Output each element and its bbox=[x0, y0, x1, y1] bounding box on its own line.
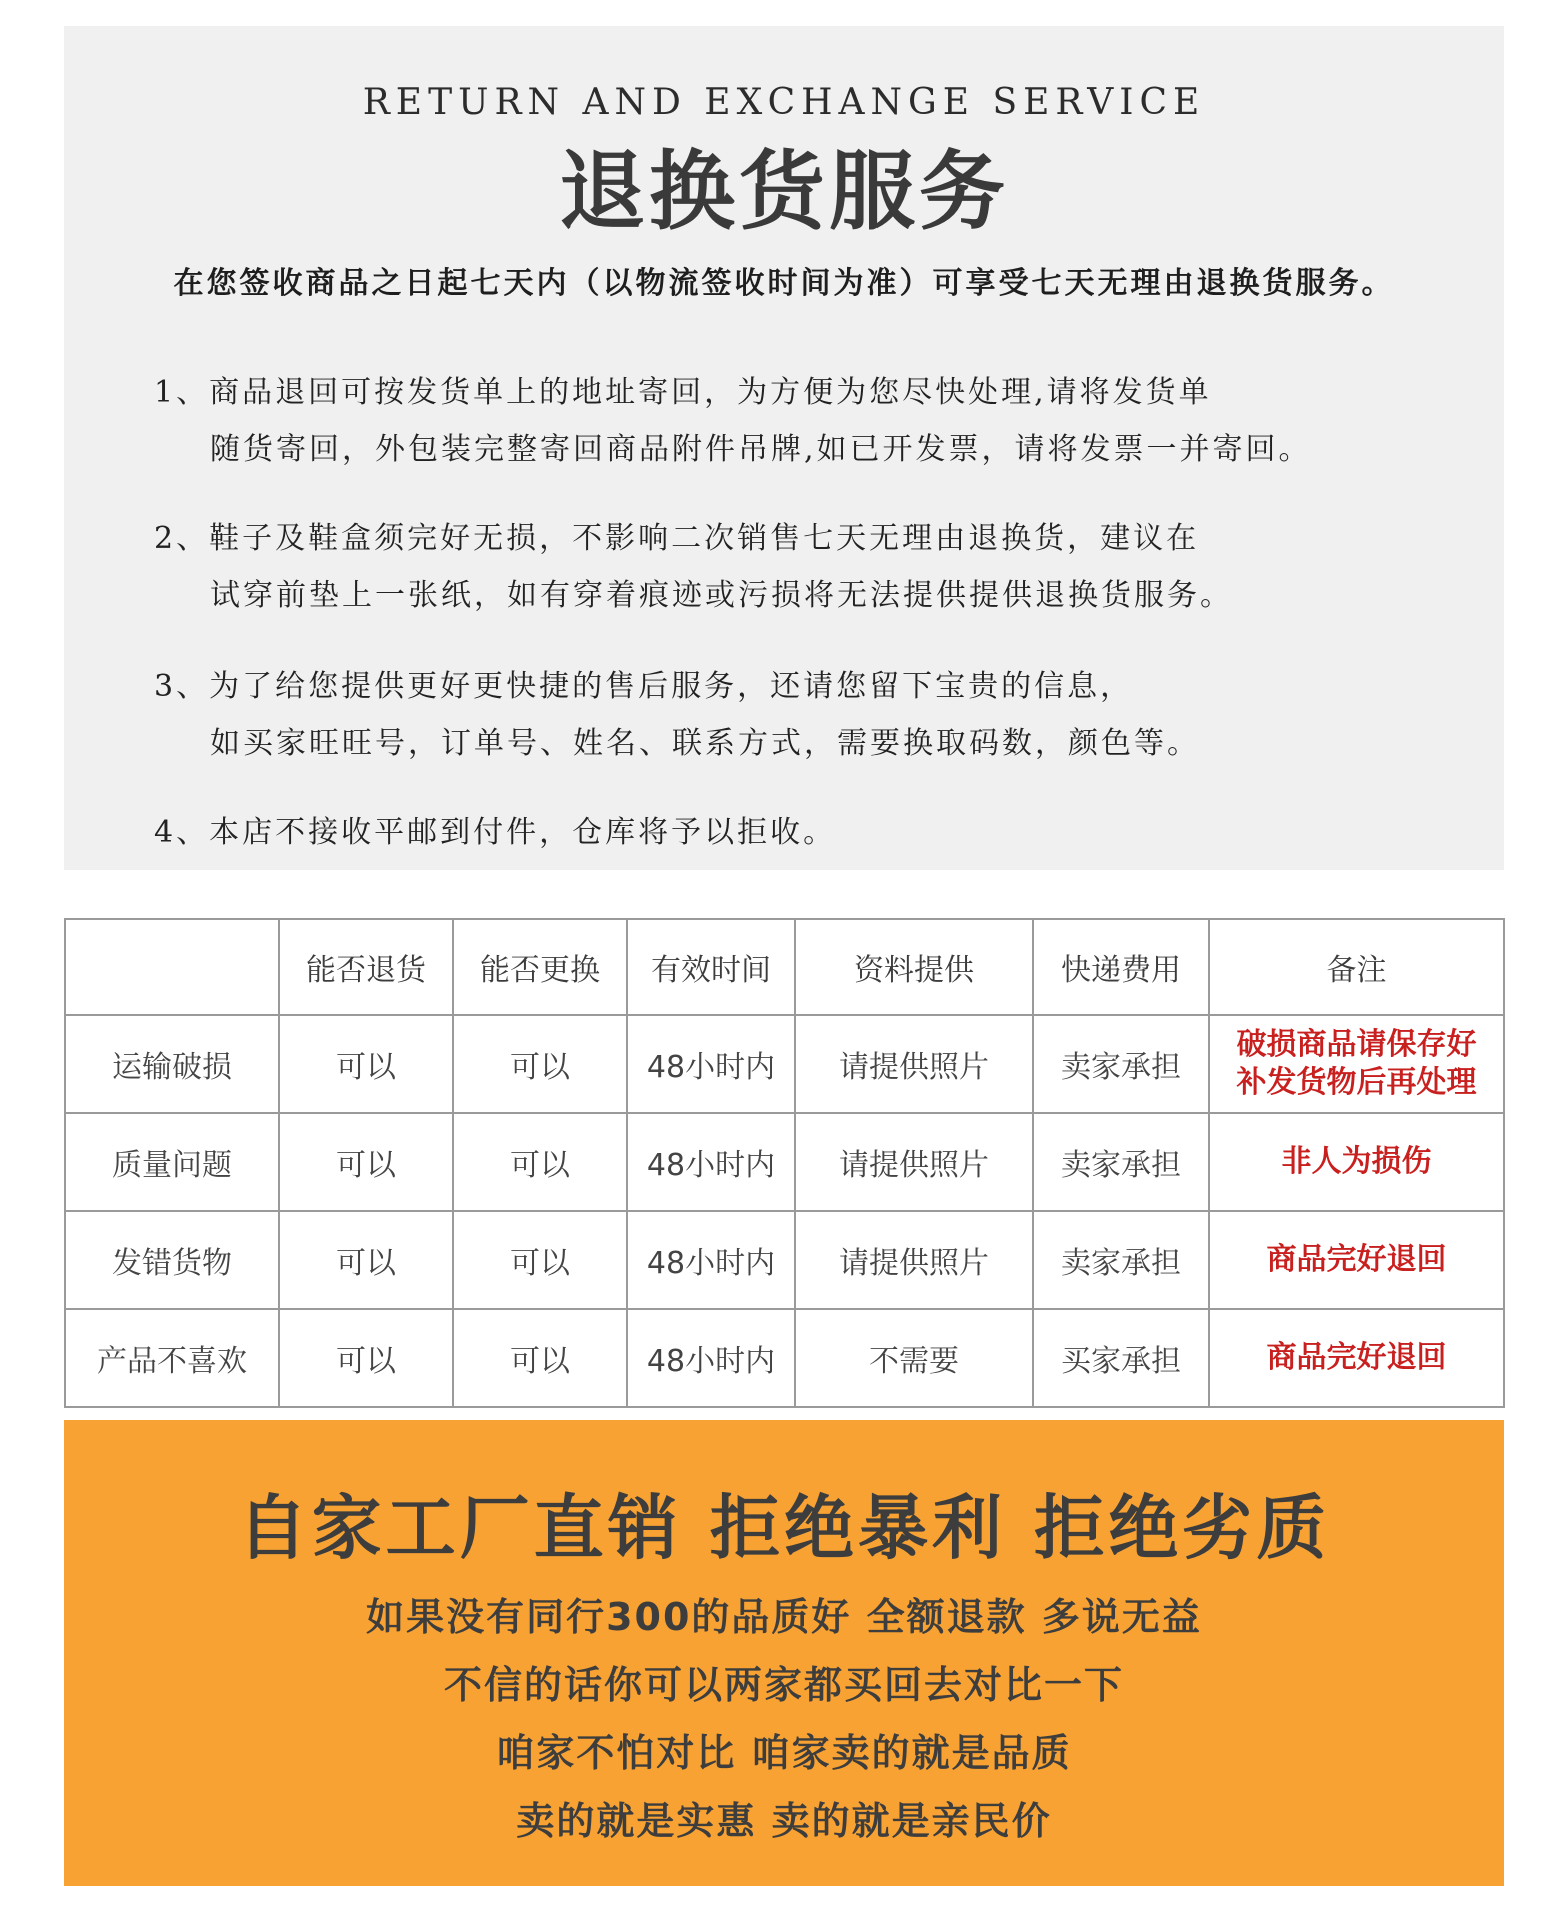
case-cell: 质量问题 bbox=[65, 1113, 279, 1211]
rule-item-4 bbox=[154, 804, 836, 861]
header-cell-note: 备注 bbox=[1209, 919, 1504, 1015]
rule-line: 2、鞋子及鞋盒须完好无损，不影响二次销售七天无理由退换货，建议在 bbox=[154, 521, 1200, 556]
shipping-cell: 卖家承担 bbox=[1033, 1113, 1209, 1211]
shipping-cell: 卖家承担 bbox=[1033, 1015, 1209, 1113]
shipping-cell: 卖家承担 bbox=[1033, 1211, 1209, 1309]
exchange-cell: 可以 bbox=[453, 1309, 627, 1407]
promo-banner bbox=[64, 1420, 1504, 1886]
promo-line: 咱家不怕对比 咱家卖的就是品质 bbox=[496, 1731, 1072, 1775]
info-cell: 请提供照片 bbox=[795, 1015, 1033, 1113]
header-cell-blank bbox=[65, 919, 279, 1015]
table-row bbox=[65, 1211, 1504, 1309]
exchange-cell: 可以 bbox=[453, 1015, 627, 1113]
page-title: 退换货服务 bbox=[559, 142, 1009, 242]
rule-item-2 bbox=[154, 510, 1233, 624]
page-title-english: RETURN AND EXCHANGE SERVICE bbox=[362, 82, 1206, 123]
rule-item-1 bbox=[154, 364, 1312, 478]
case-cell: 运输破损 bbox=[65, 1015, 279, 1113]
rule-line-continued: 随货寄回，外包装完整寄回商品附件吊牌,如已开发票，请将发票一并寄回。 bbox=[210, 432, 1312, 467]
rule-line: 1、商品退回可按发货单上的地址寄回，为方便为您尽快处理,请将发货单 bbox=[154, 375, 1212, 410]
note-cell: 商品完好退回 bbox=[1209, 1309, 1504, 1407]
return-cell: 可以 bbox=[279, 1211, 453, 1309]
table-row bbox=[65, 1309, 1504, 1407]
intro-text: 在您签收商品之日起七天内（以物流签收时间为准）可享受七天无理由退换货服务。 bbox=[173, 266, 1395, 301]
promo-line: 如果没有同行300的品质好 全额退款 多说无益 bbox=[366, 1595, 1202, 1639]
promo-line: 不信的话你可以两家都买回去对比一下 bbox=[443, 1663, 1124, 1707]
rule-line-continued: 试穿前垫上一张纸，如有穿着痕迹或污损将无法提供提供退换货服务。 bbox=[210, 578, 1233, 613]
promo-slogan: 自家工厂直销 拒绝暴利 拒绝劣质 bbox=[237, 1487, 1331, 1569]
note-cell bbox=[1209, 1015, 1504, 1113]
info-cell: 不需要 bbox=[795, 1309, 1033, 1407]
rule-line-continued: 如买家旺旺号，订单号、姓名、联系方式，需要换取码数，颜色等。 bbox=[210, 726, 1200, 761]
info-cell: 请提供照片 bbox=[795, 1113, 1033, 1211]
return-cell: 可以 bbox=[279, 1309, 453, 1407]
note-line: 补发货物后再处理 bbox=[1236, 1065, 1477, 1100]
note-cell: 商品完好退回 bbox=[1209, 1211, 1504, 1309]
time-cell: 48小时内 bbox=[627, 1015, 795, 1113]
promo-line: 卖的就是实惠 卖的就是亲民价 bbox=[516, 1799, 1052, 1843]
header-cell-exchange: 能否更换 bbox=[453, 919, 627, 1015]
shipping-cell: 买家承担 bbox=[1033, 1309, 1209, 1407]
return-cell: 可以 bbox=[279, 1113, 453, 1211]
time-cell: 48小时内 bbox=[627, 1309, 795, 1407]
info-cell: 请提供照片 bbox=[795, 1211, 1033, 1309]
rule-line: 4、本店不接收平邮到付件，仓库将予以拒收。 bbox=[154, 815, 837, 850]
header-cell-shipping: 快递费用 bbox=[1033, 919, 1209, 1015]
return-policy-table bbox=[64, 918, 1505, 1408]
return-cell: 可以 bbox=[279, 1015, 453, 1113]
case-cell: 发错货物 bbox=[65, 1211, 279, 1309]
exchange-cell: 可以 bbox=[453, 1113, 627, 1211]
header-cell-time: 有效时间 bbox=[627, 919, 795, 1015]
note-line: 破损商品请保存好 bbox=[1236, 1027, 1477, 1062]
table-header-row bbox=[65, 919, 1504, 1015]
header-cell-info: 资料提供 bbox=[795, 919, 1033, 1015]
rule-item-3 bbox=[154, 658, 1200, 772]
header-cell-return: 能否退货 bbox=[279, 919, 453, 1015]
time-cell: 48小时内 bbox=[627, 1113, 795, 1211]
note-cell: 非人为损伤 bbox=[1209, 1113, 1504, 1211]
rule-line: 3、为了给您提供更好更快捷的售后服务，还请您留下宝贵的信息， bbox=[154, 669, 1134, 704]
table-row bbox=[65, 1113, 1504, 1211]
case-cell: 产品不喜欢 bbox=[65, 1309, 279, 1407]
time-cell: 48小时内 bbox=[627, 1211, 795, 1309]
return-policy-panel bbox=[64, 26, 1504, 870]
exchange-cell: 可以 bbox=[453, 1211, 627, 1309]
table-row bbox=[65, 1015, 1504, 1113]
